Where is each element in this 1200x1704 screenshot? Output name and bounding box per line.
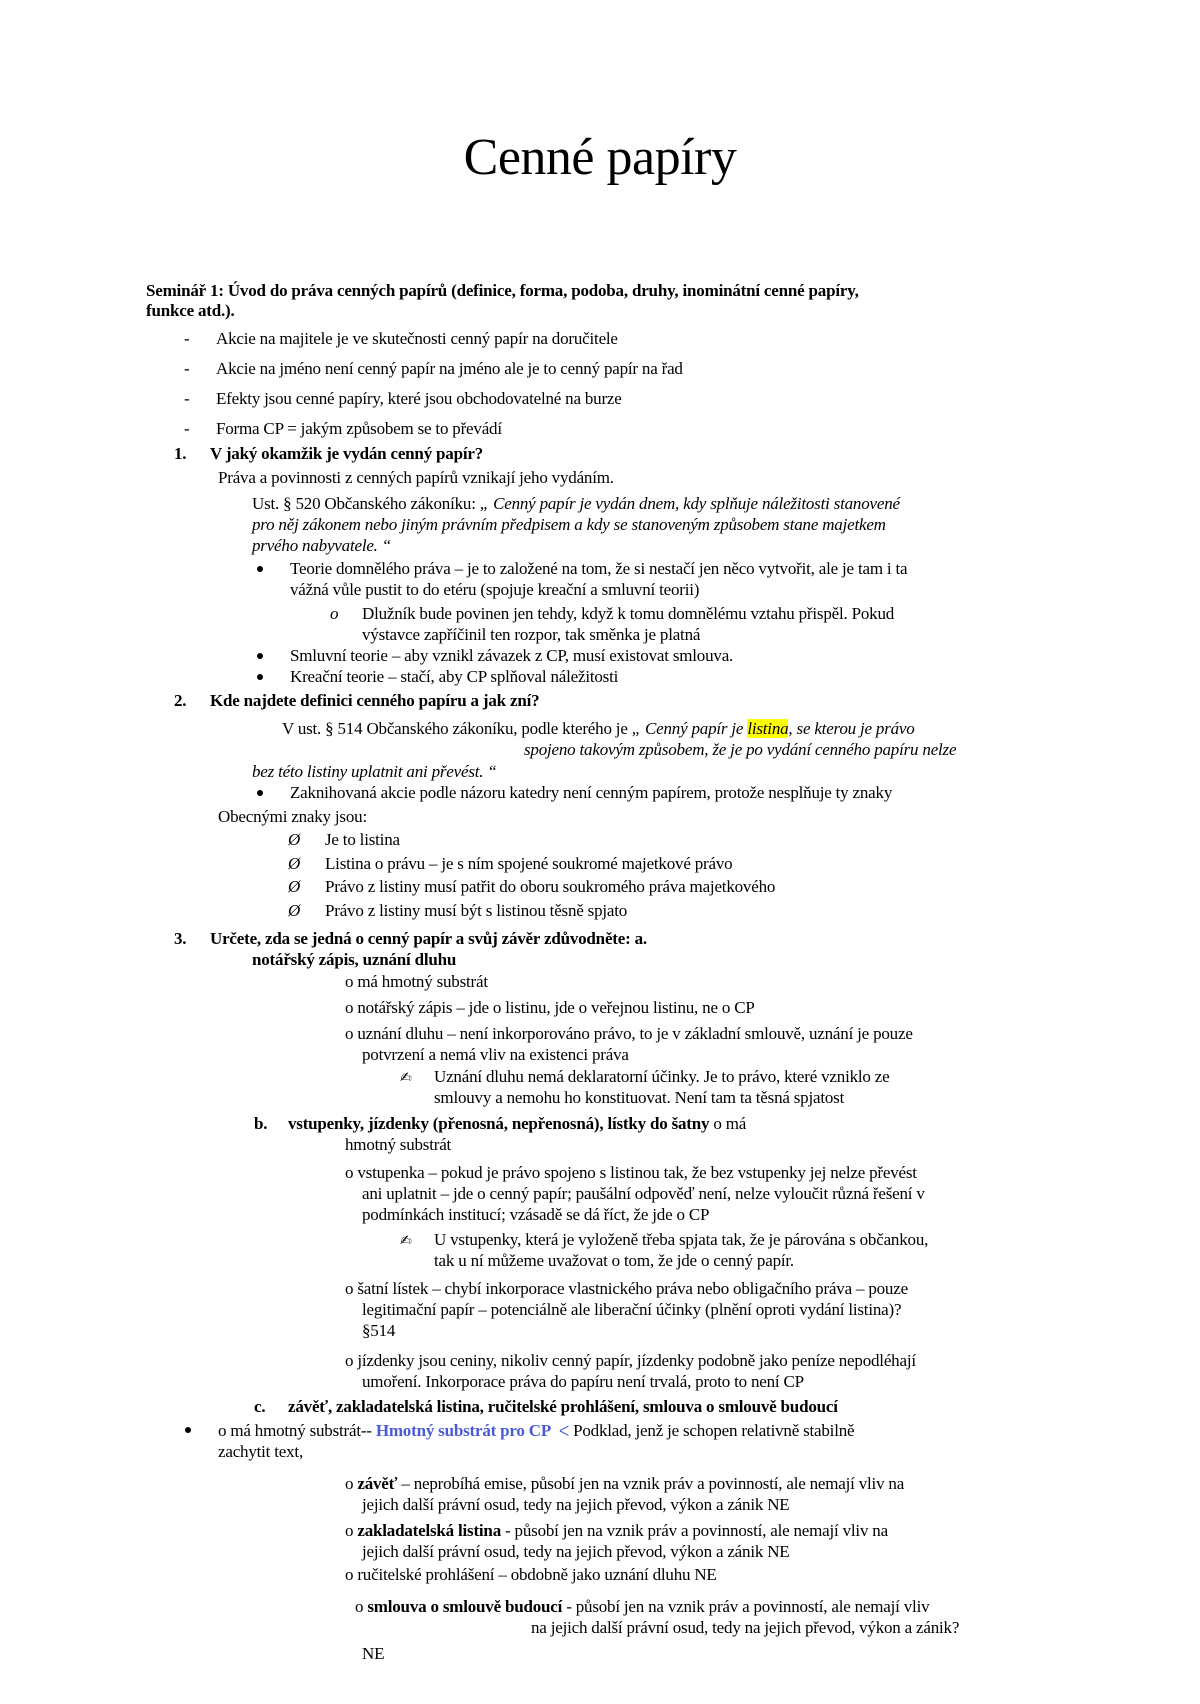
seminar-heading: Seminář 1: Úvod do práva cenných papírů (definice, forma, podoba, druhy, inominátní cenné papíry, (146, 281, 859, 300)
bullet-text: Zaknihovaná akcie podle názoru katedry není cenným papírem, protože nesplňuje ty znaky (290, 783, 893, 802)
o-item-cont: §514 (362, 1321, 396, 1340)
bullet-text-lead: o má hmotný substrát-- (218, 1421, 376, 1440)
quote-line (252, 493, 900, 514)
arrow-marker: Ø (288, 877, 301, 896)
sub-bullet-text: Dlužník bude povinen jen tehdy, když k tomu domnělému vztahu přispěl. Pokud (362, 604, 895, 623)
note-text-cont: tak u ní můžeme uvažovat o tom, že jde o cenný papír. (434, 1251, 794, 1270)
question-number: 3. (174, 929, 187, 948)
arrow-marker: Ø (288, 830, 301, 849)
bullet-dot (257, 653, 263, 659)
dash-item: Akcie na majitele je ve skutečnosti cenný papír na doručitele (216, 329, 618, 348)
quote-line (282, 718, 915, 739)
bullet-dot (257, 674, 263, 680)
bullet-text-tail: Podklad, jenž je schopen relativně stabilně (569, 1421, 855, 1440)
o-item-cont: legitimační papír – potenciálně ale liberační účinky (plnění oproti vydání listina)? (362, 1300, 902, 1319)
list-item: Právo z listiny musí být s listinou těsně spjato (325, 901, 628, 920)
question-title: Kde najdete definici cenného papíru a jak zní? (210, 691, 540, 710)
dash-marker: - (184, 329, 190, 348)
arrow-marker: Ø (288, 901, 301, 920)
paragraph: Práva a povinnosti z cenných papírů vznikají jeho vydáním. (218, 468, 614, 487)
question-number: 1. (174, 444, 187, 463)
document-title: Cenné papíry (463, 129, 737, 186)
o-item: o šatní lístek – chybí inkorporace vlastnického práva nebo obligačního práva – pouze (345, 1279, 908, 1298)
quote-text: „ Cenný papír je (631, 719, 748, 738)
o-marker: o (345, 1521, 358, 1540)
question-title: Určete, zda se jedná o cenný papír a svůj závěr zdůvodněte: a. (210, 929, 647, 948)
bullet-dot (185, 1427, 191, 1433)
bullet-text-cont: zachytit text, (218, 1442, 303, 1461)
o-item-text: - působí jen na vznik práv a povinností, ale nemají vliv na (501, 1521, 888, 1540)
o-item (345, 1473, 904, 1494)
bullet-text: Kreační teorie – stačí, aby CP splňoval náležitosti (290, 667, 619, 686)
dash-item: Akcie na jméno není cenný papír na jméno ale je to cenný papír na řad (216, 359, 683, 378)
o-item-text: – neprobíhá emise, působí jen na vznik práv a povinností, ale nemají vliv na (397, 1474, 905, 1493)
quote-lead: Ust. § 520 Občanského zákoníku: (252, 494, 480, 513)
dash-marker: - (184, 359, 190, 378)
question-title: V jaký okamžik je vydán cenný papír? (210, 444, 484, 463)
o-item-cont: potvrzení a nemá vliv na existenci práva (362, 1045, 629, 1064)
question-title-cont: notářský zápis, uznání dluhu (252, 950, 457, 969)
bullet-dot (257, 566, 263, 572)
sub-question-label: c. (254, 1397, 266, 1416)
o-item: o notářský zápis – jde o listinu, jde o veřejnou listinu, ne o CP (345, 998, 755, 1017)
o-item-term: zakladatelská listina (357, 1521, 501, 1540)
o-item-cont: jejich další právní osud, tedy na jejich převod, výkon a zánik NE (362, 1495, 790, 1514)
list-item: Právo z listiny musí patřit do oboru soukromého práva majetkového (325, 877, 776, 896)
bullet-text (218, 1420, 854, 1443)
o-item: o má hmotný substrát (345, 972, 488, 991)
o-marker: o (345, 1474, 358, 1493)
o-item-cont: ani uplatnit – jde o cenný papír; paušální odpověď není, nelze vyloučit různá řešení v (362, 1184, 925, 1203)
bullet-text: Smluvní teorie – aby vznikl závazek z CP, musí existovat smlouva. (290, 646, 734, 665)
o-item: o uznání dluhu – není inkorporováno právo, to je v základní smlouvě, uznání je pouze (345, 1024, 913, 1043)
quote-line: bez této listiny uplatnit ani převést. “ (252, 762, 497, 781)
o-item-term: smlouva o smlouvě budoucí (367, 1597, 563, 1616)
o-item: o ručitelské prohlášení – obdobně jako uznání dluhu NE (345, 1565, 717, 1584)
o-item-cont: NE (362, 1644, 385, 1663)
dash-marker: - (184, 389, 190, 408)
quote-text: , se kterou je právo (788, 719, 915, 738)
sub-question-title-tail: o má (709, 1114, 747, 1133)
o-item-cont: podmínkách institucí; vzásadě se dá říct, že jde o CP (362, 1205, 710, 1224)
quote-line: pro něj zákonem nebo jiným právním předpisem a kdy se stanoveným způsobem stane majetkem (252, 515, 886, 534)
note-text: Uznání dluhu nemá deklaratorní účinky. Je to právo, které vzniklo ze (434, 1067, 890, 1086)
quote-line: prvého nabyvatele. “ (252, 536, 392, 555)
seminar-heading-cont: funkce atd.). (146, 301, 235, 320)
sub-question-cont: hmotný substrát (345, 1135, 452, 1154)
sub-question-title (288, 1113, 746, 1134)
o-item: o vstupenka – pokud je právo spojeno s listinou tak, že bez vstupenky jej nelze převést (345, 1163, 917, 1182)
bullet-dot (257, 790, 263, 796)
dash-marker: - (184, 419, 190, 438)
o-item: o jízdenky jsou ceniny, nikoliv cenný papír, jízdenky podobně jako peníze nepodléhají (345, 1351, 916, 1370)
pen-icon: ✍ (400, 1233, 412, 1249)
o-marker: o (355, 1597, 368, 1616)
pen-icon: ✍ (400, 1070, 412, 1086)
paragraph: Obecnými znaky jsou: (218, 807, 367, 826)
bullet-text: Teorie domnělého práva – je to založené na tom, že si nestačí jen něco vytvořit, ale je tam i ta (290, 559, 908, 578)
o-item-cont: jejich další právní osud, tedy na jejich převod, výkon a zánik NE (362, 1542, 790, 1561)
highlighted-word: listina (747, 719, 789, 738)
sub-bullet-marker: o (330, 604, 339, 623)
question-number: 2. (174, 691, 187, 710)
list-item: Je to listina (325, 830, 400, 849)
sub-bullet-text-cont: výstavce zapříčinil ten rozpor, tak směnka je platná (362, 625, 701, 644)
o-item-cont: na jejich další právní osud, tedy na jejich převod, výkon a zánik? (531, 1618, 960, 1637)
note-text: U vstupenky, která je vyloženě třeba spjata tak, že je párována s občankou, (434, 1230, 929, 1249)
quote-line: spojeno takovým způsobem, že je po vydání cenného papíru nelze (524, 740, 957, 759)
dash-item: Efekty jsou cenné papíry, které jsou obchodovatelné na burze (216, 389, 622, 408)
quote-text: „ Cenný papír je vydán dnem, kdy splňuje náležitosti stanovené (479, 494, 900, 513)
hmotny-substrat-link[interactable]: Hmotný substrát pro CP (375, 1421, 552, 1440)
o-item-cont: umoření. Inkorporace práva do papíru není trvalá, proto to není CP (362, 1372, 804, 1391)
comment-arrow-icon: ᐸ (559, 1424, 570, 1440)
arrow-marker: Ø (288, 854, 301, 873)
bullet-text-cont: vážná vůle pustit to do etéru (spojuje kreační a smluvní teorii) (290, 580, 700, 599)
note-text-cont: smlouvy a nemohu ho konstituovat. Není tam ta těsná spjatost (434, 1088, 845, 1107)
o-item-term: závěť (357, 1474, 398, 1493)
sub-question-title: závěť, zakladatelská listina, ručitelské prohlášení, smlouva o smlouvě budoucí (288, 1397, 838, 1416)
list-item: Listina o právu – je s ním spojené soukromé majetkové právo (325, 854, 733, 873)
o-item (345, 1520, 888, 1541)
sub-question-title-text: vstupenky, jízdenky (přenosná, nepřenosná), lístky do šatny (288, 1114, 710, 1133)
o-item (355, 1596, 929, 1617)
quote-lead: V ust. § 514 Občanského zákoníku, podle kterého je (282, 719, 632, 738)
o-item-text: - působí jen na vznik práv a povinností, ale nemají vliv (562, 1597, 930, 1616)
dash-item: Forma CP = jakým způsobem se to převádí (216, 419, 502, 438)
sub-question-label: b. (254, 1114, 268, 1133)
